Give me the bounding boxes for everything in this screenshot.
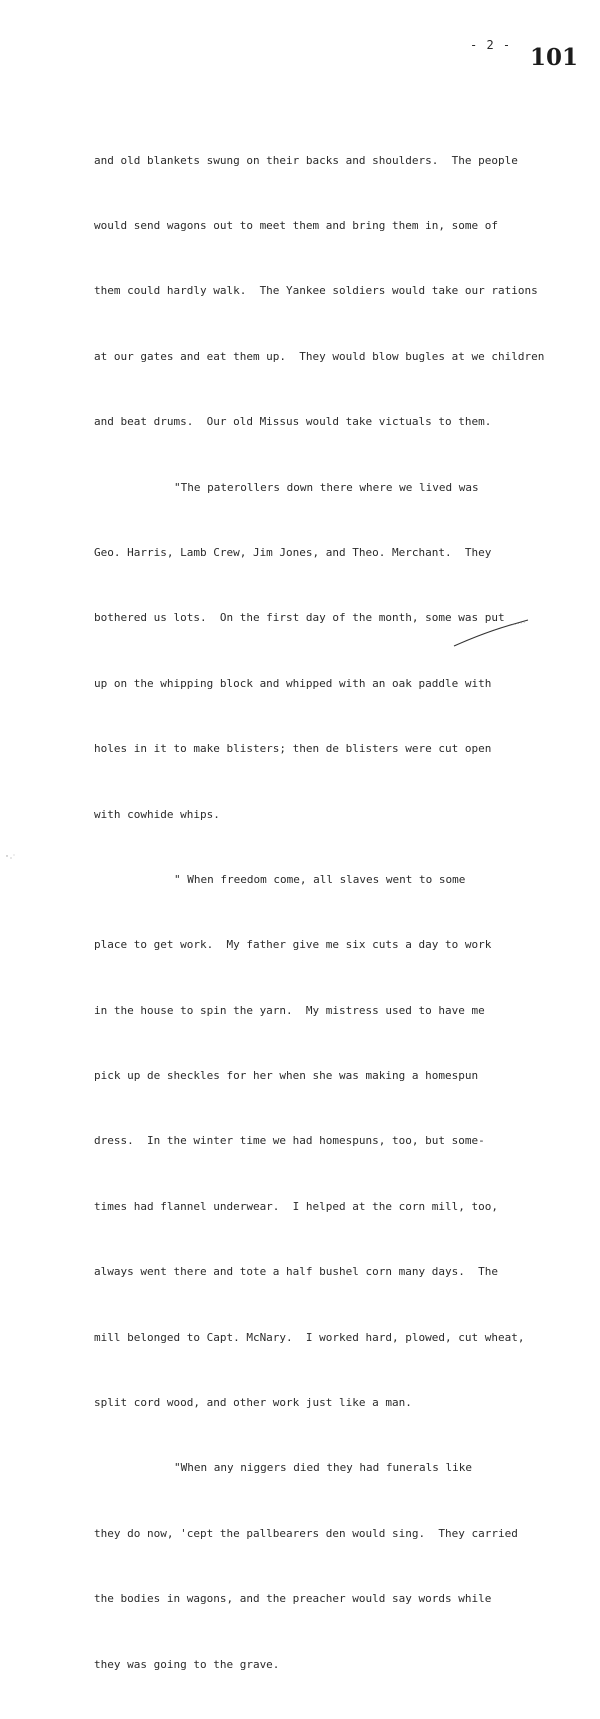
text-line: split cord wood, and other work just like a man. [94, 1396, 412, 1410]
text-line: pick up de sheckles for her when she was making a homespun [94, 1069, 479, 1083]
text-line: they was going to the grave. [94, 1657, 280, 1671]
text-line: times had flannel underwear. I helped at the corn mill, too, [94, 1199, 498, 1213]
text-line: would send wagons out to meet them and bring them in, some of [94, 218, 498, 232]
paper-speck [4, 852, 18, 862]
stamped-folio-number: 101 [530, 44, 579, 71]
text-line: Geo. Harris, Lamb Crew, Jim Jones, and Theo. Merchant. They [94, 545, 492, 559]
text-line: dress. In the winter time we had homespuns, too, but some- [94, 1134, 485, 1148]
text-line: place to get work. My father give me six cuts a day to work [94, 938, 492, 952]
text-line: they do now, 'cept the pallbearers den would sing. They carried [94, 1526, 518, 1540]
text-line: with cowhide whips. [94, 807, 220, 821]
pen-stroke-mark [452, 616, 532, 650]
page-number: - 2 - [470, 38, 512, 52]
text-line: always went there and tote a half bushel corn many days. The [94, 1265, 498, 1279]
text-line: at our gates and eat them up. They would blow bugles at we children [94, 349, 545, 363]
text-line: them could hardly walk. The Yankee soldiers would take our rations [94, 284, 538, 298]
narrative-text [94, 106, 574, 1719]
paragraph-start-line: "The paterollers down there where we lived was [174, 480, 479, 494]
text-line: holes in it to make blisters; then de blisters were cut open [94, 742, 492, 756]
text-line: and old blankets swung on their backs and shoulders. The people [94, 153, 518, 167]
paragraph-start-line: "When any niggers died they had funerals like [174, 1461, 473, 1475]
paragraph-start-line: " When freedom come, all slaves went to some [174, 872, 466, 886]
text-line: up on the whipping block and whipped with an oak paddle with [94, 676, 492, 690]
text-line: in the house to spin the yarn. My mistress used to have me [94, 1003, 485, 1017]
text-line: mill belonged to Capt. McNary. I worked hard, plowed, cut wheat, [94, 1330, 525, 1344]
text-line: and beat drums. Our old Missus would take victuals to them. [94, 415, 492, 429]
text-line: bothered us lots. On the first day of the month, some was put [94, 611, 505, 625]
text-line: the bodies in wagons, and the preacher would say words while [94, 1592, 492, 1606]
